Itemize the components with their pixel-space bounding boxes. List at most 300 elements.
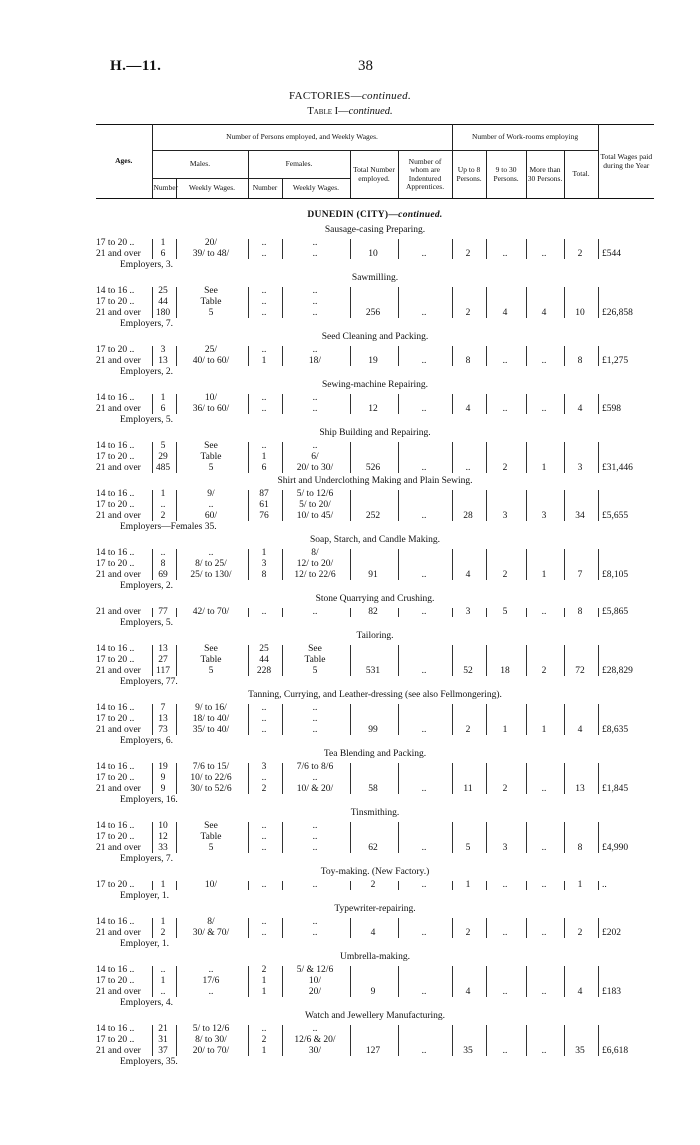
industry-rows	[96, 703, 654, 736]
cell-total: 58	[368, 784, 378, 794]
cell-wages: £598	[602, 404, 621, 414]
cell-fwage: ..	[312, 703, 318, 713]
cell-appr: ..	[421, 843, 427, 853]
title-continued: continued.	[361, 90, 412, 102]
cell-wages: £8,635	[602, 725, 629, 735]
cell-age: 21 and over	[96, 1046, 141, 1056]
table-row	[96, 965, 654, 976]
cell-wages: £26,858	[602, 308, 633, 318]
cell-age: 17 to 20 ..	[96, 238, 135, 248]
table-row	[96, 500, 654, 511]
industry-title: Ship Building and Repairing.	[319, 428, 431, 438]
cell-up8: 28	[463, 511, 473, 521]
cell-appr: ..	[421, 1046, 427, 1056]
header-rooms-group: Number of Work-rooms employing	[452, 125, 598, 151]
cell-fnum: 6	[261, 463, 267, 473]
cell-mwage: 8/	[207, 917, 215, 927]
cell-age: 17 to 20 ..	[96, 500, 135, 510]
table-row	[96, 762, 654, 773]
cell-wages: £31,446	[602, 463, 633, 473]
cell-age: 17 to 20 ..	[96, 976, 135, 986]
cell-trooms: 4	[577, 725, 583, 735]
cell-fwage: 10/ & 20/	[296, 784, 334, 794]
cell-total: 82	[368, 607, 378, 617]
cell-fwage: ..	[312, 928, 318, 938]
cell-wages: £202	[602, 928, 621, 938]
cell-fnum: 2	[261, 784, 267, 794]
cell-age: 21 and over	[96, 511, 141, 521]
cell-trooms: 8	[577, 607, 583, 617]
industry-rows	[96, 393, 654, 415]
cell-mnum: 9	[160, 784, 166, 794]
cell-trooms: 35	[575, 1046, 585, 1056]
page-code: H.—11.	[110, 58, 162, 74]
cell-mwage: 5	[208, 308, 214, 318]
cell-over30: 1	[541, 725, 547, 735]
cell-age: 14 to 16 ..	[96, 965, 135, 975]
cell-over30: ..	[541, 404, 547, 414]
industry-title: Tea Blending and Packing.	[323, 749, 427, 759]
cell-fwage: ..	[312, 441, 318, 451]
industry-title: Shirt and Underclothing Making and Plain Sewing.	[277, 476, 473, 486]
industry-title: Watch and Jewellery Manufacturing.	[304, 1011, 446, 1021]
industry-section	[96, 533, 654, 592]
cell-fnum: ..	[261, 880, 267, 890]
table-row	[96, 1035, 654, 1046]
cell-fwage: ..	[312, 917, 318, 927]
cell-fnum: 2	[261, 1035, 267, 1045]
cell-mwage: ..	[208, 987, 214, 997]
industry-rows	[96, 345, 654, 367]
cell-trooms: 2	[577, 928, 583, 938]
cell-total: 12	[368, 404, 378, 414]
industry-section	[96, 223, 654, 271]
cell-fwage: See	[308, 644, 322, 654]
cell-mnum: 117	[156, 666, 170, 676]
cell-wages: £4,990	[602, 843, 629, 853]
cell-r930: 2	[502, 570, 508, 580]
cell-mwage: 39/ to 48/	[192, 249, 230, 259]
cell-age: 14 to 16 ..	[96, 441, 135, 451]
cell-fnum: ..	[261, 714, 267, 724]
table-row	[96, 441, 654, 452]
cell-mwage: 5	[208, 666, 214, 676]
cell-fwage: 12/ to 20/	[296, 559, 334, 569]
subtitle-table: Table	[307, 106, 333, 117]
cell-age: 14 to 16 ..	[96, 644, 135, 654]
industry-rows	[96, 238, 654, 260]
cell-appr: ..	[421, 880, 427, 890]
cell-mwage: Table	[200, 452, 222, 462]
cell-mwage: 10/ to 22/6	[190, 773, 232, 783]
cell-fnum: 87	[259, 489, 269, 499]
cell-wages: ..	[602, 880, 607, 890]
subtitle-suffix: I—	[332, 106, 349, 117]
cell-appr: ..	[421, 784, 427, 794]
header-total-wages: Total Wages paid during the Year	[598, 125, 654, 199]
cell-mnum: 10	[158, 821, 168, 831]
cell-r930: ..	[502, 249, 508, 259]
cell-age: 14 to 16 ..	[96, 703, 135, 713]
cell-trooms: 13	[575, 784, 585, 794]
employers-count: Employers, 2.	[120, 581, 174, 591]
cell-trooms: 10	[575, 308, 585, 318]
table-row	[96, 987, 654, 998]
employers-count: Employers, 5.	[120, 618, 174, 628]
industry-title: Seed Cleaning and Packing.	[321, 332, 429, 342]
cell-fnum: 228	[256, 666, 272, 676]
header-up-to-8: Up to 8 Persons.	[452, 151, 486, 199]
cell-appr: ..	[421, 356, 427, 366]
header-persons-group: Number of Persons employed, and Weekly Wages.	[152, 125, 452, 151]
cell-r930: 2	[502, 784, 508, 794]
cell-trooms: 3	[577, 463, 583, 473]
industry-title: Tailoring.	[356, 631, 394, 641]
cell-over30: 4	[541, 308, 547, 318]
cell-r930: ..	[502, 987, 508, 997]
cell-fnum: ..	[261, 308, 267, 318]
cell-mnum: 1	[160, 976, 166, 986]
cell-wages: £5,655	[602, 511, 629, 521]
cell-over30: ..	[541, 987, 547, 997]
cell-total: 252	[365, 511, 381, 521]
cell-age: 17 to 20 ..	[96, 297, 135, 307]
cell-mnum: 5	[160, 441, 166, 451]
employers-count: Employers, 2.	[120, 367, 174, 377]
cell-total: 91	[368, 570, 378, 580]
cell-appr: ..	[421, 404, 427, 414]
cell-mwage: 35/ to 40/	[192, 725, 230, 735]
employers-count: Employers, 7.	[120, 319, 174, 329]
cell-fwage: ..	[312, 725, 318, 735]
cell-mnum: 33	[158, 843, 168, 853]
cell-mnum: 8	[160, 559, 166, 569]
cell-mwage: 5	[208, 843, 214, 853]
cell-up8: 2	[465, 928, 471, 938]
table-row	[96, 238, 654, 249]
cell-over30: ..	[541, 928, 547, 938]
industry-section	[96, 688, 654, 747]
industry-title: Sausage-casing Preparing.	[324, 225, 426, 235]
cell-age: 21 and over	[96, 725, 141, 735]
cell-age: 21 and over	[96, 356, 141, 366]
cell-mnum: 77	[158, 607, 168, 617]
industry-section	[96, 902, 654, 950]
table-row	[96, 976, 654, 987]
cell-fnum: 2	[261, 965, 267, 975]
document-subtitle	[0, 106, 700, 117]
cell-mwage: ..	[208, 548, 214, 558]
cell-r930: ..	[502, 1046, 508, 1056]
industry-title: Stone Quarrying and Crushing.	[315, 594, 435, 604]
cell-age: 14 to 16 ..	[96, 286, 135, 296]
cell-total: 256	[365, 308, 381, 318]
page-number: 38	[358, 58, 373, 74]
cell-age: 17 to 20 ..	[96, 559, 135, 569]
employers-count: Employers, 35.	[120, 1057, 178, 1067]
industry-section	[96, 747, 654, 806]
table-row	[96, 249, 654, 260]
header-9-to-30: 9 to 30 Persons.	[486, 151, 526, 199]
cell-mnum: 1	[160, 489, 166, 499]
cell-mnum: 27	[158, 655, 168, 665]
cell-up8: 1	[465, 880, 471, 890]
cell-age: 17 to 20 ..	[96, 714, 135, 724]
cell-fwage: 5	[312, 666, 318, 676]
cell-mwage: 30/ to 52/6	[190, 784, 232, 794]
cell-age: 17 to 20 ..	[96, 773, 135, 783]
cell-age: 21 and over	[96, 463, 141, 473]
cell-fnum: ..	[261, 393, 267, 403]
cell-mnum: 29	[158, 452, 168, 462]
cell-up8: 2	[465, 308, 471, 318]
cell-mwage: 25/	[204, 345, 218, 355]
table-row	[96, 784, 654, 795]
cell-up8: 3	[465, 607, 471, 617]
cell-fwage: ..	[312, 832, 318, 842]
table-row	[96, 714, 654, 725]
document-title	[0, 90, 700, 102]
cell-fwage: ..	[312, 1024, 318, 1034]
employers-count: Employers, 16.	[120, 795, 178, 805]
header-males-number: Number	[152, 179, 176, 199]
cell-mnum: 19	[158, 762, 168, 772]
industry-rows	[96, 441, 654, 474]
table-row	[96, 356, 654, 367]
cell-mnum: 1	[160, 880, 166, 890]
cell-appr: ..	[421, 249, 427, 259]
cell-mwage: 8/ to 30/	[195, 1035, 227, 1045]
cell-up8: 4	[465, 987, 471, 997]
cell-mnum: 485	[155, 463, 171, 473]
cell-mwage: 36/ to 60/	[192, 404, 230, 414]
cell-mnum: 9	[160, 773, 166, 783]
industry-section	[96, 592, 654, 629]
cell-age: 14 to 16 ..	[96, 489, 135, 499]
cell-fnum: ..	[261, 607, 267, 617]
cell-mnum: 73	[158, 725, 168, 735]
cell-fwage: 5/ to 12/6	[296, 489, 334, 499]
cell-wages: £1,845	[602, 784, 629, 794]
cell-fnum: 44	[259, 655, 269, 665]
table-row	[96, 928, 654, 939]
header-males-wages: Weekly Wages.	[176, 179, 248, 199]
cell-fnum: ..	[261, 249, 267, 259]
cell-up8: 2	[465, 725, 471, 735]
cell-age: 21 and over	[96, 404, 141, 414]
cell-fwage: ..	[312, 297, 318, 307]
table-row	[96, 725, 654, 736]
cell-wages: £5,865	[602, 607, 629, 617]
cell-fnum: 25	[259, 644, 269, 654]
industry-section	[96, 806, 654, 865]
cell-fnum: 1	[261, 987, 267, 997]
cell-trooms: 7	[577, 570, 583, 580]
cell-trooms: 4	[577, 987, 583, 997]
page-header	[110, 58, 650, 78]
title-main: FACTORIES—	[288, 90, 362, 102]
cell-mnum: ..	[160, 548, 166, 558]
cell-wages: £6,618	[602, 1046, 629, 1056]
cell-over30: ..	[541, 784, 547, 794]
cell-up8: 11	[463, 784, 473, 794]
industry-title: Umbrella-making.	[340, 952, 410, 962]
cell-mwage: Table	[200, 655, 222, 665]
cell-r930: ..	[502, 928, 508, 938]
cell-r930: 18	[500, 666, 510, 676]
cell-fnum: ..	[261, 297, 267, 307]
cell-fnum: 3	[261, 559, 267, 569]
cell-fwage: ..	[312, 773, 318, 783]
cell-age: 14 to 16 ..	[96, 1024, 135, 1034]
cell-age: 21 and over	[96, 987, 141, 997]
industry-title: Toy-making. (New Factory.)	[320, 867, 430, 877]
cell-age: 21 and over	[96, 666, 141, 676]
cell-fwage: ..	[312, 880, 318, 890]
cell-fnum: 1	[261, 976, 267, 986]
cell-appr: ..	[421, 928, 427, 938]
cell-fwage: 5/ & 12/6	[296, 965, 334, 975]
cell-fwage: ..	[312, 404, 318, 414]
industry-rows	[96, 286, 654, 319]
cell-mwage: 17/6	[202, 976, 220, 986]
industry-section	[96, 271, 654, 330]
cell-mwage: 10/	[204, 880, 218, 890]
header-apprentices: Number of whom are Indentured Apprentices.	[398, 151, 452, 199]
cell-fwage: ..	[312, 238, 318, 248]
industry-title: Sewing-machine Repairing.	[321, 380, 429, 390]
header-ages: Ages.	[96, 125, 152, 199]
cell-mwage: 60/	[204, 511, 218, 521]
cell-fwage: ..	[312, 607, 318, 617]
table-row	[96, 559, 654, 570]
cell-fnum: 1	[261, 452, 267, 462]
cell-trooms: 2	[577, 249, 583, 259]
employers-count: Employer, 1.	[120, 891, 169, 901]
cell-age: 14 to 16 ..	[96, 548, 135, 558]
cell-trooms: 72	[575, 666, 585, 676]
cell-fnum: ..	[261, 441, 267, 451]
cell-fnum: 61	[259, 500, 269, 510]
table-row	[96, 308, 654, 319]
cell-mwage: 20/	[204, 238, 218, 248]
cell-fwage: 20/	[308, 987, 322, 997]
cell-r930: 3	[502, 511, 508, 521]
cell-over30: 2	[541, 666, 547, 676]
cell-mnum: 7	[160, 703, 166, 713]
cell-appr: ..	[421, 725, 427, 735]
cell-fnum: ..	[261, 345, 267, 355]
cell-up8: 8	[465, 356, 471, 366]
industry-title: Tanning, Currying, and Leather-dressing (see also Fellmongering).	[248, 690, 502, 700]
industry-rows	[96, 1024, 654, 1057]
cell-fwage: 7/6 to 8/6	[296, 762, 334, 772]
table-row	[96, 880, 654, 891]
cell-age: 17 to 20 ..	[96, 452, 135, 462]
district-name: DUNEDIN (CITY)—	[307, 210, 399, 220]
industry-section	[96, 378, 654, 426]
industry-rows	[96, 607, 654, 618]
cell-mnum: 1	[160, 238, 166, 248]
table-row	[96, 1024, 654, 1035]
cell-over30: ..	[541, 1046, 547, 1056]
cell-wages: £183	[602, 987, 621, 997]
cell-age: 21 and over	[96, 570, 141, 580]
industry-title: Tinsmithing.	[350, 808, 400, 818]
cell-fwage: 12/ to 22/6	[294, 570, 336, 580]
cell-age: 17 to 20 ..	[96, 1035, 135, 1045]
header-over-30: More than 30 Persons.	[526, 151, 564, 199]
cell-fwage: 20/ to 30/	[296, 463, 334, 473]
cell-mwage: Table	[200, 297, 222, 307]
cell-age: 14 to 16 ..	[96, 917, 135, 927]
cell-wages: £8,105	[602, 570, 629, 580]
cell-age: 17 to 20 ..	[96, 345, 135, 355]
cell-r930: ..	[502, 880, 508, 890]
cell-fnum: 1	[261, 548, 267, 558]
cell-over30: ..	[541, 843, 547, 853]
cell-age: 17 to 20 ..	[96, 655, 135, 665]
table-row	[96, 393, 654, 404]
employers-count: Employer, 1.	[120, 939, 169, 949]
header-total-rooms: Total.	[564, 151, 598, 199]
table-row	[96, 1046, 654, 1057]
cell-over30: ..	[541, 880, 547, 890]
cell-total: 9	[370, 987, 376, 997]
table-row	[96, 703, 654, 714]
cell-over30: 3	[541, 511, 547, 521]
industry-rows	[96, 917, 654, 939]
cell-mnum: 21	[158, 1024, 168, 1034]
cell-mwage: 18/ to 40/	[192, 714, 230, 724]
cell-age: 14 to 16 ..	[96, 762, 135, 772]
cell-fnum: ..	[261, 286, 267, 296]
cell-mwage: 5	[208, 463, 214, 473]
industry-section	[96, 629, 654, 688]
cell-mnum: 25	[158, 286, 168, 296]
cell-trooms: 1	[577, 880, 583, 890]
cell-up8: 5	[465, 843, 471, 853]
cell-mwage: 30/ & 70/	[192, 928, 230, 938]
cell-up8: 4	[465, 404, 471, 414]
cell-fnum: ..	[261, 843, 267, 853]
cell-mwage: See	[204, 644, 218, 654]
cell-age: 14 to 16 ..	[96, 393, 135, 403]
table-row	[96, 548, 654, 559]
cell-fnum: ..	[261, 1024, 267, 1034]
cell-fwage: 10/	[308, 976, 322, 986]
industry-rows	[96, 644, 654, 677]
table-row	[96, 821, 654, 832]
cell-fwage: ..	[312, 345, 318, 355]
cell-over30: ..	[541, 356, 547, 366]
table-row	[96, 655, 654, 666]
employers-count: Employers, 3.	[120, 260, 174, 270]
cell-over30: 1	[541, 570, 547, 580]
cell-mwage: 25/ to 130/	[190, 570, 232, 580]
employers-count: Employers—Females 35.	[120, 522, 217, 532]
table-row	[96, 404, 654, 415]
cell-mnum: 44	[158, 297, 168, 307]
cell-wages: £1,275	[602, 356, 629, 366]
cell-fwage: ..	[312, 843, 318, 853]
cell-r930: 1	[502, 725, 508, 735]
cell-wages: £28,829	[602, 666, 633, 676]
cell-over30: ..	[541, 607, 547, 617]
cell-trooms: 8	[577, 843, 583, 853]
cell-r930: ..	[502, 356, 508, 366]
cell-age: 21 and over	[96, 843, 141, 853]
